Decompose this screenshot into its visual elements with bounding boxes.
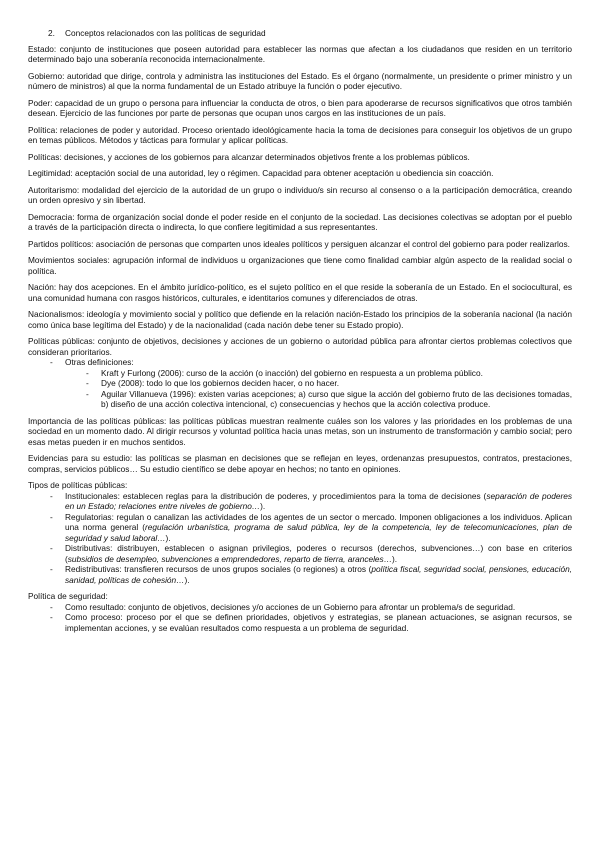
tipo-examples: política fiscal, seguridad social, pensiones, educación, sanidad, políticas de cohesión… <box>65 564 572 585</box>
tipo-distributivas <box>28 543 572 564</box>
tipo-end: ). <box>392 553 398 564</box>
tipo-regulatorias <box>28 512 572 544</box>
definition-movimientos: Movimientos sociales: agrupación informal de individuos u organizaciones que tiene como finalidad cambiar algún aspecto de la realidad social o política. <box>28 255 572 276</box>
tipo-institucionales <box>28 491 572 512</box>
politicas-publicas-intro: Políticas públicas: conjunto de objetivos, decisiones y acciones de un gobierno o autoridad pública para afrontar ciertos problemas colectivos que consideran prioritarios. <box>28 336 572 357</box>
section-title: Conceptos relacionados con las políticas de seguridad <box>65 28 266 38</box>
tipo-redistributivas <box>28 564 572 585</box>
definition-poder: Poder: capacidad de un grupo o persona para influenciar la conducta de otros, o bien para apoderarse de recursos significativos que otros también desean. Ejercicio de las funciones por parte de personas que ocupan unos cargos en las instituciones de un país. <box>28 97 572 118</box>
seguridad-resultado: - Como resultado: conjunto de objetivos, decisiones y/o acciones de un Gobierno para afrontar un problema/s de seguridad. <box>28 602 572 613</box>
tipo-text: Regulatorias: regulan o canalizan las actividades de los agentes de un sector o mercado. Imponen obligaciones a los individuos. Aplican una norma general ( <box>65 511 572 532</box>
seguridad-title: Política de seguridad: <box>28 591 108 601</box>
tipo-examples: subsidios de desempleo, subvenciones a emprendedores, reparto de tierra, aranceles… <box>67 553 392 564</box>
definition-nacionalismos: Nacionalismos: ideología y movimiento social y político que defiende en la relación nación-Estado los principios de la soberanía nacional (la nación como única base legítima del Estado) y de la nacionalidad (cada nación debe tener su Estado propio). <box>28 309 572 330</box>
tipo-text: Redistributivas: transfieren recursos de unos grupos sociales (o regiones) a otros ( <box>65 564 372 574</box>
tipo-end: ). <box>165 532 171 543</box>
tipo-text: Distributivas: distribuyen, establecen o asignan privilegios, poderes o recursos (derechos, subvenciones…) con base en criterios ( <box>65 543 572 564</box>
otras-definiciones-label: Otras definiciones: <box>65 357 134 367</box>
otras-definiciones-item <box>28 357 572 368</box>
definicion-aguilar: - Aguilar Villanueva (1996): existen varias acepciones; a) curso que sigue la acción del gobierno fruto de las decisiones tomadas, b) diseño de una acción colectiva intencional, c) consecuencias y hechos que la acción colectiva produce. <box>28 389 572 410</box>
importancia-paragraph: Importancia de las políticas públicas: las políticas públicas muestran realmente cuáles son los valores y las prioridades en los problemas de una sociedad en un momento dado. Al dirigir recursos y voluntad política hacia unas metas, son un instrumento de transformación y cambio social; pero esas metas pueden ir en muchos sentidos. <box>28 415 572 447</box>
seguridad-proceso: - Como proceso: proceso por el que se definen prioridades, objetivos y estrategias, se planean actuaciones, se asignan recursos, se implementan acciones, y se evalúan resultados como respuesta a un problema de seguridad. <box>28 612 572 633</box>
tipos-block <box>28 480 572 585</box>
definition-legitimidad: Legitimidad: aceptación social de una autoridad, ley o régimen. Capacidad para obtener aceptación u obediencia sin coacción. <box>28 168 494 178</box>
definition-gobierno: Gobierno: autoridad que dirige, controla y administra las instituciones del Estado. Es el órgano (normalmente, un presidente o primer ministro y un número de ministros) al que la norma fundamental de un Estado atribuye la función o poder ejecutivo. <box>28 70 572 91</box>
seguridad-block <box>28 591 572 633</box>
tipo-examples: regulación urbanística, programa de salud pública, ley de la competencia, ley de telecomunicaciones, plan de seguridad y salud laboral… <box>65 522 572 543</box>
definicion-kraft: - Kraft y Furlong (2006): curso de la acción (o inacción) del gobierno en respuesta a un problema público. <box>28 368 572 379</box>
definicion-dye: - Dye (2008): todo lo que los gobiernos deciden hacer, o no hacer. <box>28 378 572 389</box>
tipo-text: Institucionales: establecen reglas para la distribución de poderes, y procedimientos para la toma de decisiones ( <box>65 490 487 501</box>
section-number: 2. <box>48 28 55 38</box>
politicas-publicas-block <box>28 336 572 410</box>
definition-estado: Estado: conjunto de instituciones que poseen autoridad para establecer las normas que afectan a los ciudadanos que residen en un territorio determinado bajo una soberanía reconocida internacionalmente. <box>28 43 572 64</box>
definition-democracia: Democracia: forma de organización social donde el poder reside en el conjunto de la sociedad. Las decisiones colectivas se adoptan por el pueblo a través de la participación directa o indirecta, lo que confiere legitimidad a sus representantes. <box>28 211 572 232</box>
tipos-title: Tipos de políticas públicas: <box>28 480 128 490</box>
tipo-end: ). <box>260 501 266 511</box>
definition-politica: Política: relaciones de poder y autoridad. Proceso orientado ideológicamente hacia la toma de decisiones para conseguir los objetivos de un grupo en temas públicos. Métodos y tácticas para formular y aplicar políticas. <box>28 124 572 145</box>
definition-politicas: Políticas: decisiones, y acciones de los gobiernos para alcanzar determinados objetivos frente a los problemas públicos. <box>28 151 470 162</box>
document-page <box>28 28 572 639</box>
definition-autoritarismo: Autoritarismo: modalidad del ejercicio de la autoridad de un grupo o individuo/s sin recurso al consenso o a la participación democrática, creando un orden opresivo y sin libertad. <box>28 184 572 205</box>
evidencias-paragraph: Evidencias para su estudio: las políticas se plasman en decisiones que se reflejan en leyes, ordenanzas presupuestos, contratos, prestaciones, compras, servicios públicos… Su estudio científico se debe apoyar en hechos; no tanto en opiniones. <box>28 453 572 474</box>
definition-nacion: Nación: hay dos acepciones. En el ámbito jurídico-político, es el sujeto político en el que reside la soberanía de un Estado. En el sociocultural, es una comunidad humana con rasgos históricos, culturales, e identitarios comunes y diferenciados de otras. <box>28 282 572 303</box>
tipo-end: ). <box>184 574 190 585</box>
tipo-examples: separación de poderes en un Estado; relaciones entre niveles de gobierno… <box>65 490 572 511</box>
section-heading <box>28 28 572 39</box>
definition-partidos: Partidos políticos: asociación de personas que comparten unos ideales políticos y persiguen alcanzar el control del gobierno para poder realizarlos. <box>28 238 570 249</box>
